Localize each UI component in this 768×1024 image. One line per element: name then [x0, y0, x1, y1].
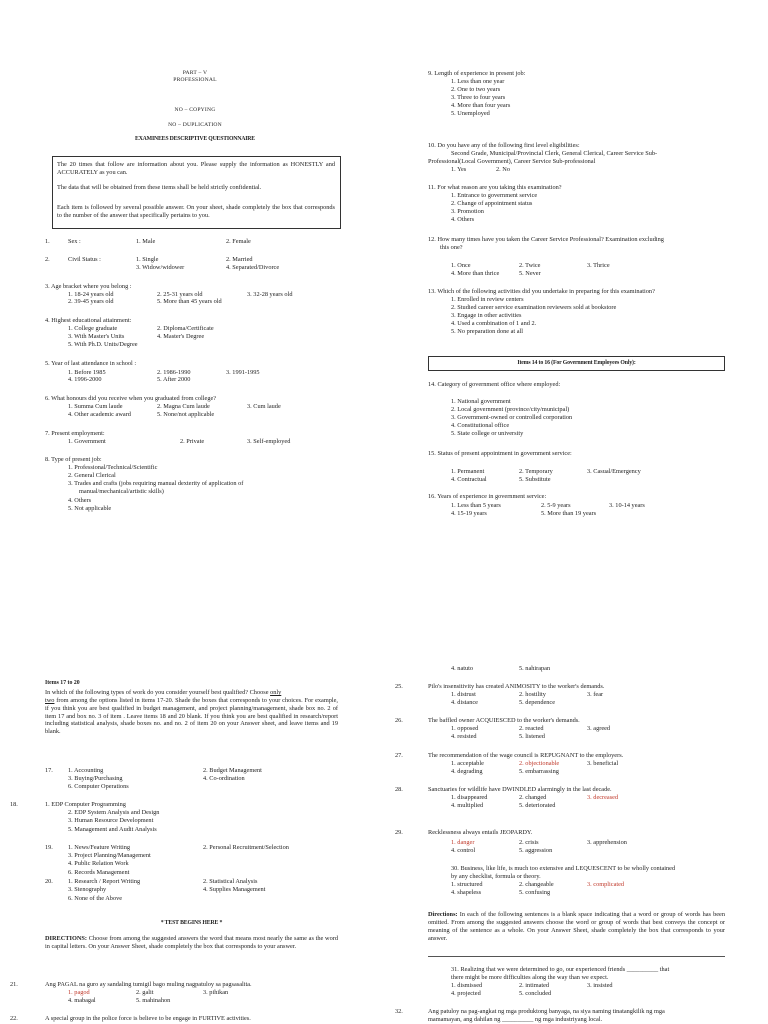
q26-option-5: 5. listened [519, 733, 545, 740]
q27-option-5: 5. embarrassing [519, 768, 559, 775]
q22-question: A special group in the police force is believe to be engage in FURTIVE activities. [45, 1015, 251, 1022]
q1-number: 1. [45, 238, 50, 245]
q4-option-3: 3. With Master's Units [68, 333, 125, 340]
q13-option-2: 2. Studied career service examination reviewers sold at bookstore [451, 304, 617, 311]
q6-option-5: 5. None/not applicable [157, 411, 215, 418]
q21-option-1: 1. pagod [68, 989, 90, 996]
q4-option-1: 1. College graduate [68, 325, 118, 332]
instructions-only: only [270, 689, 282, 696]
government-employees-label: Items 14 to 16 (For Government Employees Only): [517, 360, 636, 366]
q30-option-3: 3. complicated [587, 881, 625, 888]
q27-option-2: 2. objectionable [519, 760, 560, 767]
q28-option-2: 2. changed [519, 794, 547, 801]
intro-paragraph-3: Each item is followed by several possible answer. On your sheet, shade completely the box that corresponds to the number of the answer that specifically pertains to you. [57, 204, 335, 219]
q29-option-4: 4. control [451, 847, 476, 854]
q25-option-3: 3. fear [587, 691, 604, 698]
q18-option-3: 3. Human Resource Development [68, 817, 154, 824]
q18-option-1: 1. EDP Computer Programming [45, 801, 126, 808]
q14-option-5: 5. State college or university [451, 430, 524, 437]
q8-option-3a: 3. Trades and crafts (jobs requiring manual dexterity of application of [68, 480, 244, 487]
q9-option-5: 5. Unemployed [451, 110, 490, 117]
q25-option-1: 1. distrust [451, 691, 476, 698]
q6-question: 6. What honours did you receive when you graduated from college? [45, 395, 217, 402]
q3-option-1: 1. 18-24 years old [68, 291, 114, 298]
q10-question-3: Professional(Local Government), Career Service Sub-professional [428, 158, 596, 165]
intro-paragraph-2: The data that will be obtained from these items shall be held strictly confidential. [57, 184, 262, 191]
q12-question-1: 12. How many times have you taken the Career Service Professional? Examination excluding [428, 236, 664, 243]
q2-option-2: 2. Married [226, 256, 253, 263]
q31-option-5: 5. concluded [519, 990, 552, 997]
q32-question-1: Ang patuloy na pag-angkat ng mga produktong banyaga, na siya naming tinatangkilik ng mga [428, 1008, 665, 1015]
q31-question-1: 31. Realizing that we were determined to go, our experienced friends __________ that [451, 966, 670, 973]
q3-option-4: 2. 39-45 years old [68, 298, 114, 305]
q21-option-3: 3. pihikan [203, 989, 229, 996]
directions-right-label: Directions: [428, 911, 458, 918]
q28-option-4: 4. multiplied [451, 802, 484, 809]
q15-option-5: 5. Substitute [519, 476, 551, 483]
q3-option-5: 5. More than 45 years old [157, 298, 222, 305]
q30-question-1: 30. Business, like life, is much too extensive and LEQUESCENT to be wholly contained [451, 865, 676, 872]
q5-option-5: 5. After 2000 [157, 376, 191, 383]
q17-option-1: 1. Accounting [68, 767, 104, 774]
q12-option-2: 2. Twice [519, 262, 541, 269]
q5-option-3: 3. 1991-1995 [226, 369, 260, 376]
q18-option-5: 5. Management and Audit Analysis [68, 826, 157, 833]
q7-option-3: 3. Self-employed [247, 438, 291, 445]
q31-option-2: 2. intimated [519, 982, 550, 989]
q14-option-3: 3. Government-owned or controlled corporation [451, 414, 573, 421]
q2-number: 2. [45, 256, 50, 263]
q9-option-2: 2. One to two years [451, 86, 501, 93]
q16-option-2: 2. 5-9 years [541, 502, 571, 509]
q19-option-6: 6. Records Management [68, 869, 130, 876]
q5-option-2: 2. 1986-1990 [157, 369, 191, 376]
q21-option-5: 5. mahinahon [136, 997, 171, 1004]
no-copying-label: NO – COPYING [174, 107, 216, 113]
q2-label: Civil Status : [68, 256, 101, 263]
q16-option-3: 3. 10-14 years [609, 502, 645, 509]
q15-option-3: 3. Casual/Emergency [587, 468, 641, 475]
q7-question: 7. Present employment: [45, 430, 105, 437]
q6-option-4: 4. Other academic award [68, 411, 131, 418]
q27-number: 27. [395, 752, 403, 759]
directions-divider [428, 956, 725, 957]
q26-option-1: 1. opposed [451, 725, 479, 732]
q26-option-4: 4. resisted [451, 733, 477, 740]
q15-question: 15. Status of present appointment in government service: [428, 450, 572, 457]
q11-option-4: 4. Others [451, 216, 475, 223]
q18-option-2: 2. EDP System Analysis and Design [68, 809, 160, 816]
test-begins-title: * TEST BEGINS HERE * [160, 920, 223, 926]
government-employees-box [428, 356, 725, 371]
instructions-two: two [45, 696, 55, 704]
q28-question: Sanctuaries for wildlife have DWINDLED alarmingly in the last decade. [428, 786, 612, 793]
q12-option-4: 4. More than thrice [451, 270, 500, 277]
q4-option-5: 5. With Ph.D. Units/Degree [68, 341, 138, 348]
q31-question-2: there might be more difficulties along the way than we expect. [451, 974, 609, 981]
q27-question: The recommendation of the wage council is REPUGNANT to the employers. [428, 752, 624, 759]
q4-question: 4. Highest educational attainment: [45, 317, 132, 324]
part-label: PART – V [182, 70, 208, 76]
q26-number: 26. [395, 717, 403, 724]
q22-number: 22. [10, 1015, 18, 1022]
q6-option-2: 2. Magna Cum laude [157, 403, 210, 410]
q21-option-4: 4. mabagal [68, 997, 96, 1004]
no-duplication-label: NO – DUPLICATION [168, 122, 222, 128]
q12-option-5: 5. Never [519, 270, 541, 277]
q6-option-1: 1. Summa Cum laude [68, 403, 123, 410]
q17-option-6: 6. Computer Operations [68, 783, 129, 790]
instructions-part-2: from among the options listed in items 17-20. Shade the boxes that corresponds to your choices. For example, if you think you are best qualified in budget management, and project planning/management, shade box no. 2 of item 17 and box no. 3 of item . Leave items 18 and 20 blank. If you think you are best qualified in research/report including statistical analysis, shade boxes no. and no. 2 of item 20 on your Answer sheet, and leave items and 19 blank. [45, 696, 338, 736]
q32-question-2: mamamayan, ang dahilan ng __________ ng mga industriyang local. [428, 1016, 603, 1023]
q13-option-3: 3. Engage in other activities [451, 312, 522, 319]
q12-option-1: 1. Once [451, 262, 471, 269]
q14-option-2: 2. Local government (province/city/municipal) [451, 406, 570, 413]
q10-option-1: 1. Yes [451, 166, 467, 173]
q28-number: 28. [395, 786, 403, 793]
q29-number: 29. [395, 829, 403, 836]
q13-option-5: 5. No preparation done at all [451, 328, 524, 335]
q11-question: 11. For what reason are you taking this examination? [428, 184, 562, 191]
q32-number: 32. [395, 1008, 403, 1015]
q28-option-1: 1. disappeared [451, 794, 488, 801]
q13-question: 13. Which of the following activities did you undertake in preparing for this examination? [428, 288, 655, 295]
q14-option-4: 4. Constitutional office [451, 422, 510, 429]
q29-option-1: 1. danger [451, 839, 475, 846]
q5-option-1: 1. Before 1985 [68, 369, 106, 376]
q26-question: The baffled owner ACQUIESCED to the worker's demands. [428, 717, 580, 724]
q9-option-1: 1. Less than one year [451, 78, 505, 85]
q29-option-2: 2. crisis [519, 839, 539, 846]
q11-option-2: 2. Change of appointment status [451, 200, 533, 207]
q4-option-4: 4. Master's Degree [157, 333, 205, 340]
q8-option-3b: manual/mechanical/artistic skills) [79, 488, 164, 495]
q3-option-3: 3. 32-28 years old [247, 291, 293, 298]
q29-option-3: 3. apprehension [587, 839, 627, 846]
prev-question-option-4: 4. natuto [451, 665, 474, 672]
q19-option-4: 4. Public Relation Work [68, 860, 129, 867]
q28-option-3: 3. decreased [587, 794, 619, 801]
q9-question: 9. Length of experience in present job: [428, 70, 526, 77]
q14-question: 14. Category of government office where employed: [428, 381, 561, 388]
q29-question: Recklessness always entails JEOPARDY. [428, 829, 533, 836]
directions-left-label: DIRECTIONS: [45, 935, 87, 942]
q25-question: Pilo's insensitivity has created ANIMOSITY to the worker's demands. [428, 683, 605, 690]
q8-question: 8. Type of present job: [45, 456, 102, 463]
q25-option-5: 5. dependence [519, 699, 556, 706]
q16-option-5: 5. More than 19 years [541, 510, 597, 517]
instructions-part-1: In which of the following types of work do you consider yourself best qualified? Choose [45, 689, 271, 696]
q3-option-2: 2. 25-31 years old [157, 291, 203, 298]
q30-option-1: 1. structured [451, 881, 483, 888]
intro-box [52, 156, 341, 229]
q10-question-2: Second Grade, Municipal/Provincial Clerk, General Clerical, Career Service Sub- [451, 150, 658, 157]
intro-paragraph-1: The 20 times that follow are information about you. Please supply the information as HONESTLY and ACCURATELY as you can. [57, 161, 335, 176]
q4-option-2: 2. Diploma/Certificate [157, 325, 214, 332]
q26-option-2: 2. reacted [519, 725, 544, 732]
q12-question-2: this one? [440, 244, 463, 251]
q15-option-1: 1. Permanent [451, 468, 485, 475]
q1-label: Sex : [68, 238, 81, 245]
directions-right [428, 911, 725, 942]
q25-number: 25. [395, 683, 403, 690]
q25-option-4: 4. distance [451, 699, 478, 706]
q27-option-1: 1. acceptable [451, 760, 484, 767]
q6-option-3: 3. Cum laude [247, 403, 281, 410]
prev-question-option-5: 5. nahirapan [519, 665, 551, 672]
q2-option-1: 1. Single [136, 256, 159, 263]
q7-option-2: 2. Private [180, 438, 205, 445]
q30-option-2: 2. changeable [519, 881, 554, 888]
q20-option-3: 3. Stenography [68, 886, 107, 893]
q5-question: 5. Year of last attendance in school : [45, 360, 137, 367]
q11-option-3: 3. Promotion [451, 208, 484, 215]
q16-question: 16. Years of experience in government service: [428, 493, 547, 500]
q1-option-1: 1. Male [136, 238, 156, 245]
q15-option-2: 2. Temporary [519, 468, 553, 475]
q30-option-5: 5. confusing [519, 889, 551, 896]
q20-number: 20. [45, 878, 53, 885]
q8-option-4: 4. Others [68, 497, 92, 504]
q17-option-2: 2. Budget Management [203, 767, 262, 774]
q21-option-2: 2. galit [136, 989, 154, 996]
q16-option-4: 4. 15-19 years [451, 510, 487, 517]
q21-number: 21. [10, 981, 18, 988]
q8-option-5: 5. Not applicable [68, 505, 112, 512]
q18-number: 18. [10, 801, 18, 808]
q29-option-5: 5. aggression [519, 847, 553, 854]
questionnaire-title: EXAMINEES DESCRIPTIVE QUESTIONNAIRE [135, 136, 255, 142]
q10-option-2: 2. No [496, 166, 510, 173]
q20-option-4: 4. Supplies Management [203, 886, 266, 893]
items-17-20-instructions [45, 689, 338, 736]
q2-option-3: 3. Widow/widower [136, 264, 185, 271]
q9-option-4: 4. More than four years [451, 102, 511, 109]
q31-option-4: 4. projected [451, 990, 481, 997]
q31-option-3: 3. insisted [587, 982, 613, 989]
q16-option-1: 1. Less than 5 years [451, 502, 501, 509]
q2-option-4: 4. Separated/Divorce [226, 264, 280, 271]
q17-option-4: 4. Co-ordination [203, 775, 245, 782]
q25-option-2: 2. hostility [519, 691, 546, 698]
q26-option-3: 3. agreed [587, 725, 611, 732]
directions-left [45, 935, 338, 951]
items-17-20-title: Items 17 to 20 [45, 680, 80, 686]
q12-option-3: 3. Thrice [587, 262, 610, 269]
q19-number: 19. [45, 844, 53, 851]
q13-option-4: 4. Used a combination of 1 and 2. [451, 320, 537, 327]
q20-option-1: 1. Research / Report Writing [68, 878, 141, 885]
q17-option-3: 3. Buying/Purchasing [68, 775, 123, 782]
q17-number: 17. [45, 767, 53, 774]
professional-label: PROFESSIONAL [173, 77, 217, 83]
q13-option-1: 1. Enrolled in review centers [451, 296, 524, 303]
q11-option-1: 1. Entrance to government service [451, 192, 538, 199]
q14-option-1: 1. National government [451, 398, 511, 405]
q8-option-1: 1. Professional/Technical/Scientific [68, 464, 158, 471]
q30-question-2: by any checklist, formula or theory. [451, 873, 541, 880]
q15-option-4: 4. Contractual [451, 476, 487, 483]
q7-option-1: 1. Government [68, 438, 106, 445]
directions-left-text: Choose from among the suggested answers the word that means most nearly the same as the word in capital letters. On your Answer Sheet, shade completely the box that corresponds to your answer. [45, 935, 338, 950]
q27-option-4: 4. degrading [451, 768, 483, 775]
q28-option-5: 5. deteriorated [519, 802, 556, 809]
q9-option-3: 3. Three to four years [451, 94, 506, 101]
q1-option-2: 2. Female [226, 238, 251, 245]
q5-option-4: 4. 1996-2000 [68, 376, 102, 383]
q19-option-3: 3. Project Planning/Management [68, 852, 151, 859]
q19-option-2: 2. Personal Recruitment/Selection [203, 844, 289, 851]
q8-option-2: 2. General Clerical [68, 472, 116, 479]
q30-option-4: 4. shapeless [451, 889, 482, 896]
q27-option-3: 3. beneficial [587, 760, 619, 767]
q10-question-1: 10. Do you have any of the following first level eligibilities: [428, 142, 580, 149]
q20-option-2: 2. Statistical Analysis [203, 878, 258, 885]
q3-question: 3. Age bracket where you belong : [45, 283, 132, 290]
q31-option-1: 1. dismissed [451, 982, 483, 989]
q20-option-6: 6. None of the Above [68, 895, 123, 902]
q21-question: Ang PAGAL na guro ay sandaling tumigil bago muling nagpatuloy sa pagsasalita. [45, 981, 252, 988]
q19-option-1: 1. News/Feature Writing [68, 844, 131, 851]
directions-right-text: In each of the following sentences is a blank space indicating that a word or group of words has been omitted. From among the suggested answers choose the word or group of words that best conveys the concept or meaning of the sentence as a whole. On your Answer Sheet, shade completely the box that corresponds to your answer. [428, 911, 725, 942]
